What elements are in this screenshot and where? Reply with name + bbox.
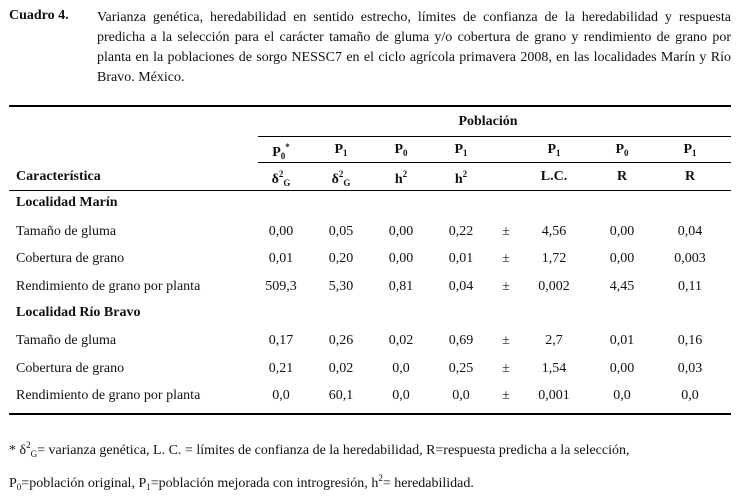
- table-cell: 0,0: [392, 361, 410, 376]
- row-label: Cobertura de grano: [16, 251, 125, 266]
- group-header-poblacion: Población: [458, 114, 518, 129]
- plus-minus-symbol: ±: [502, 361, 510, 376]
- caption-text: Varianza genética, heredabilidad en sentido estrecho, límites de confianza de la heredabilidad y respuesta predicha a la selección para el carácter tamaño de gluma y/o cobertura de grano y rendimiento de grano por planta en la poblaciones de sorgo NESSC7 en el ciclo agrícola primavera 2008, en las localidades Marín y Río Bravo. México.: [97, 10, 731, 85]
- col-stat-header: R: [616, 169, 628, 184]
- table-footnote: * $\delta^2_G=$ varianza genética, L. C. = límites de confianza de la heredabilidad, R=respuesta predicha a la selección, $P_0=población$ original, $P_1=población$ mejorada con introgresión, $h^2=$ heredabilidad.: [9, 440, 630, 492]
- section-title: Localidad Marín: [16, 195, 118, 210]
- col-pop-header: $P_1$: [683, 142, 697, 158]
- col-pop-header: $P_1$: [547, 142, 561, 158]
- table-cell: 1,72: [541, 251, 567, 266]
- col-pop-header: $P_1$: [454, 142, 468, 158]
- table-cell: 0,00: [609, 361, 635, 376]
- plus-minus-symbol: ±: [502, 224, 510, 239]
- table-cell: 5,30: [328, 279, 354, 294]
- header-bottom-rule: [9, 190, 731, 191]
- table-cell: 0,0: [392, 388, 410, 403]
- caption-label: Cuadro 4.: [9, 8, 69, 23]
- col-stat-header: $\delta^2_G$: [271, 169, 291, 188]
- table-cell: 0,02: [388, 333, 414, 348]
- table-top-rule: [9, 105, 731, 107]
- group-header-rule: [258, 136, 731, 137]
- table-cell: 0,00: [388, 251, 414, 266]
- row-label: Rendimiento de grano por planta: [16, 279, 201, 294]
- table-cell: 0,01: [448, 251, 474, 266]
- table-cell: 0,17: [268, 333, 294, 348]
- table-cell: 0,69: [448, 333, 474, 348]
- col-pop-header: $P_0$: [394, 142, 408, 158]
- subheader-rule: [258, 162, 731, 163]
- table-cell: 0,01: [268, 251, 294, 266]
- table-cell: 60,1: [328, 388, 354, 403]
- table-cell: 2,7: [545, 333, 563, 348]
- col-pop-header: $P_0$: [615, 142, 629, 158]
- table-cell: 0,002: [538, 279, 570, 294]
- table-cell: 1,54: [541, 361, 567, 376]
- table-cell: 0,25: [448, 361, 474, 376]
- table-cell: 0,003: [674, 251, 706, 266]
- table-cell: 0,0: [681, 388, 699, 403]
- table-cell: 0,21: [268, 361, 294, 376]
- table-cell: 0,00: [609, 251, 635, 266]
- col-pop-header: $P_0^*$: [272, 142, 290, 161]
- table-cell: 509,3: [265, 279, 297, 294]
- col-stat-header: $\delta^2_G$: [331, 169, 351, 188]
- row-header-caracteristica: Característica: [16, 169, 101, 184]
- section-title: Localidad Río Bravo: [16, 305, 141, 320]
- row-label: Rendimiento de grano por planta: [16, 388, 201, 403]
- table-cell: 0,0: [272, 388, 290, 403]
- table-cell: 0,26: [328, 333, 354, 348]
- table-bottom-rule: [9, 413, 731, 415]
- col-stat-header: L.C.: [540, 169, 568, 184]
- col-stat-header: $h^2$: [394, 169, 408, 187]
- plus-minus-symbol: ±: [502, 251, 510, 266]
- row-label: Tamaño de gluma: [16, 333, 117, 348]
- row-label: Tamaño de gluma: [16, 224, 117, 239]
- table-cell: 0,04: [448, 279, 474, 294]
- table-cell: 0,16: [677, 333, 703, 348]
- plus-minus-symbol: ±: [502, 279, 510, 294]
- plus-minus-symbol: ±: [502, 333, 510, 348]
- table-cell: 0,81: [388, 279, 414, 294]
- table-cell: 0,00: [609, 224, 635, 239]
- col-pop-header: $P_1$: [334, 142, 348, 158]
- plus-minus-symbol: ±: [502, 388, 510, 403]
- col-stat-header: $h^2$: [454, 169, 468, 187]
- table-cell: 0,20: [328, 251, 354, 266]
- table-cell: 0,05: [328, 224, 354, 239]
- table-cell: 0,22: [448, 224, 474, 239]
- table-cell: 0,00: [388, 224, 414, 239]
- row-label: Cobertura de grano: [16, 361, 125, 376]
- table-cell: 0,0: [613, 388, 631, 403]
- table-cell: 0,03: [677, 361, 703, 376]
- table-cell: 0,01: [609, 333, 635, 348]
- table-cell: 0,02: [328, 361, 354, 376]
- table-cell: 0,11: [678, 279, 702, 294]
- table-cell: 0,00: [268, 224, 294, 239]
- table-cell: 4,45: [609, 279, 635, 294]
- col-stat-header: R: [684, 169, 696, 184]
- table-cell: 0,0: [452, 388, 470, 403]
- table-cell: 4,56: [541, 224, 567, 239]
- table-cell: 0,001: [538, 388, 570, 403]
- table-cell: 0,04: [677, 224, 703, 239]
